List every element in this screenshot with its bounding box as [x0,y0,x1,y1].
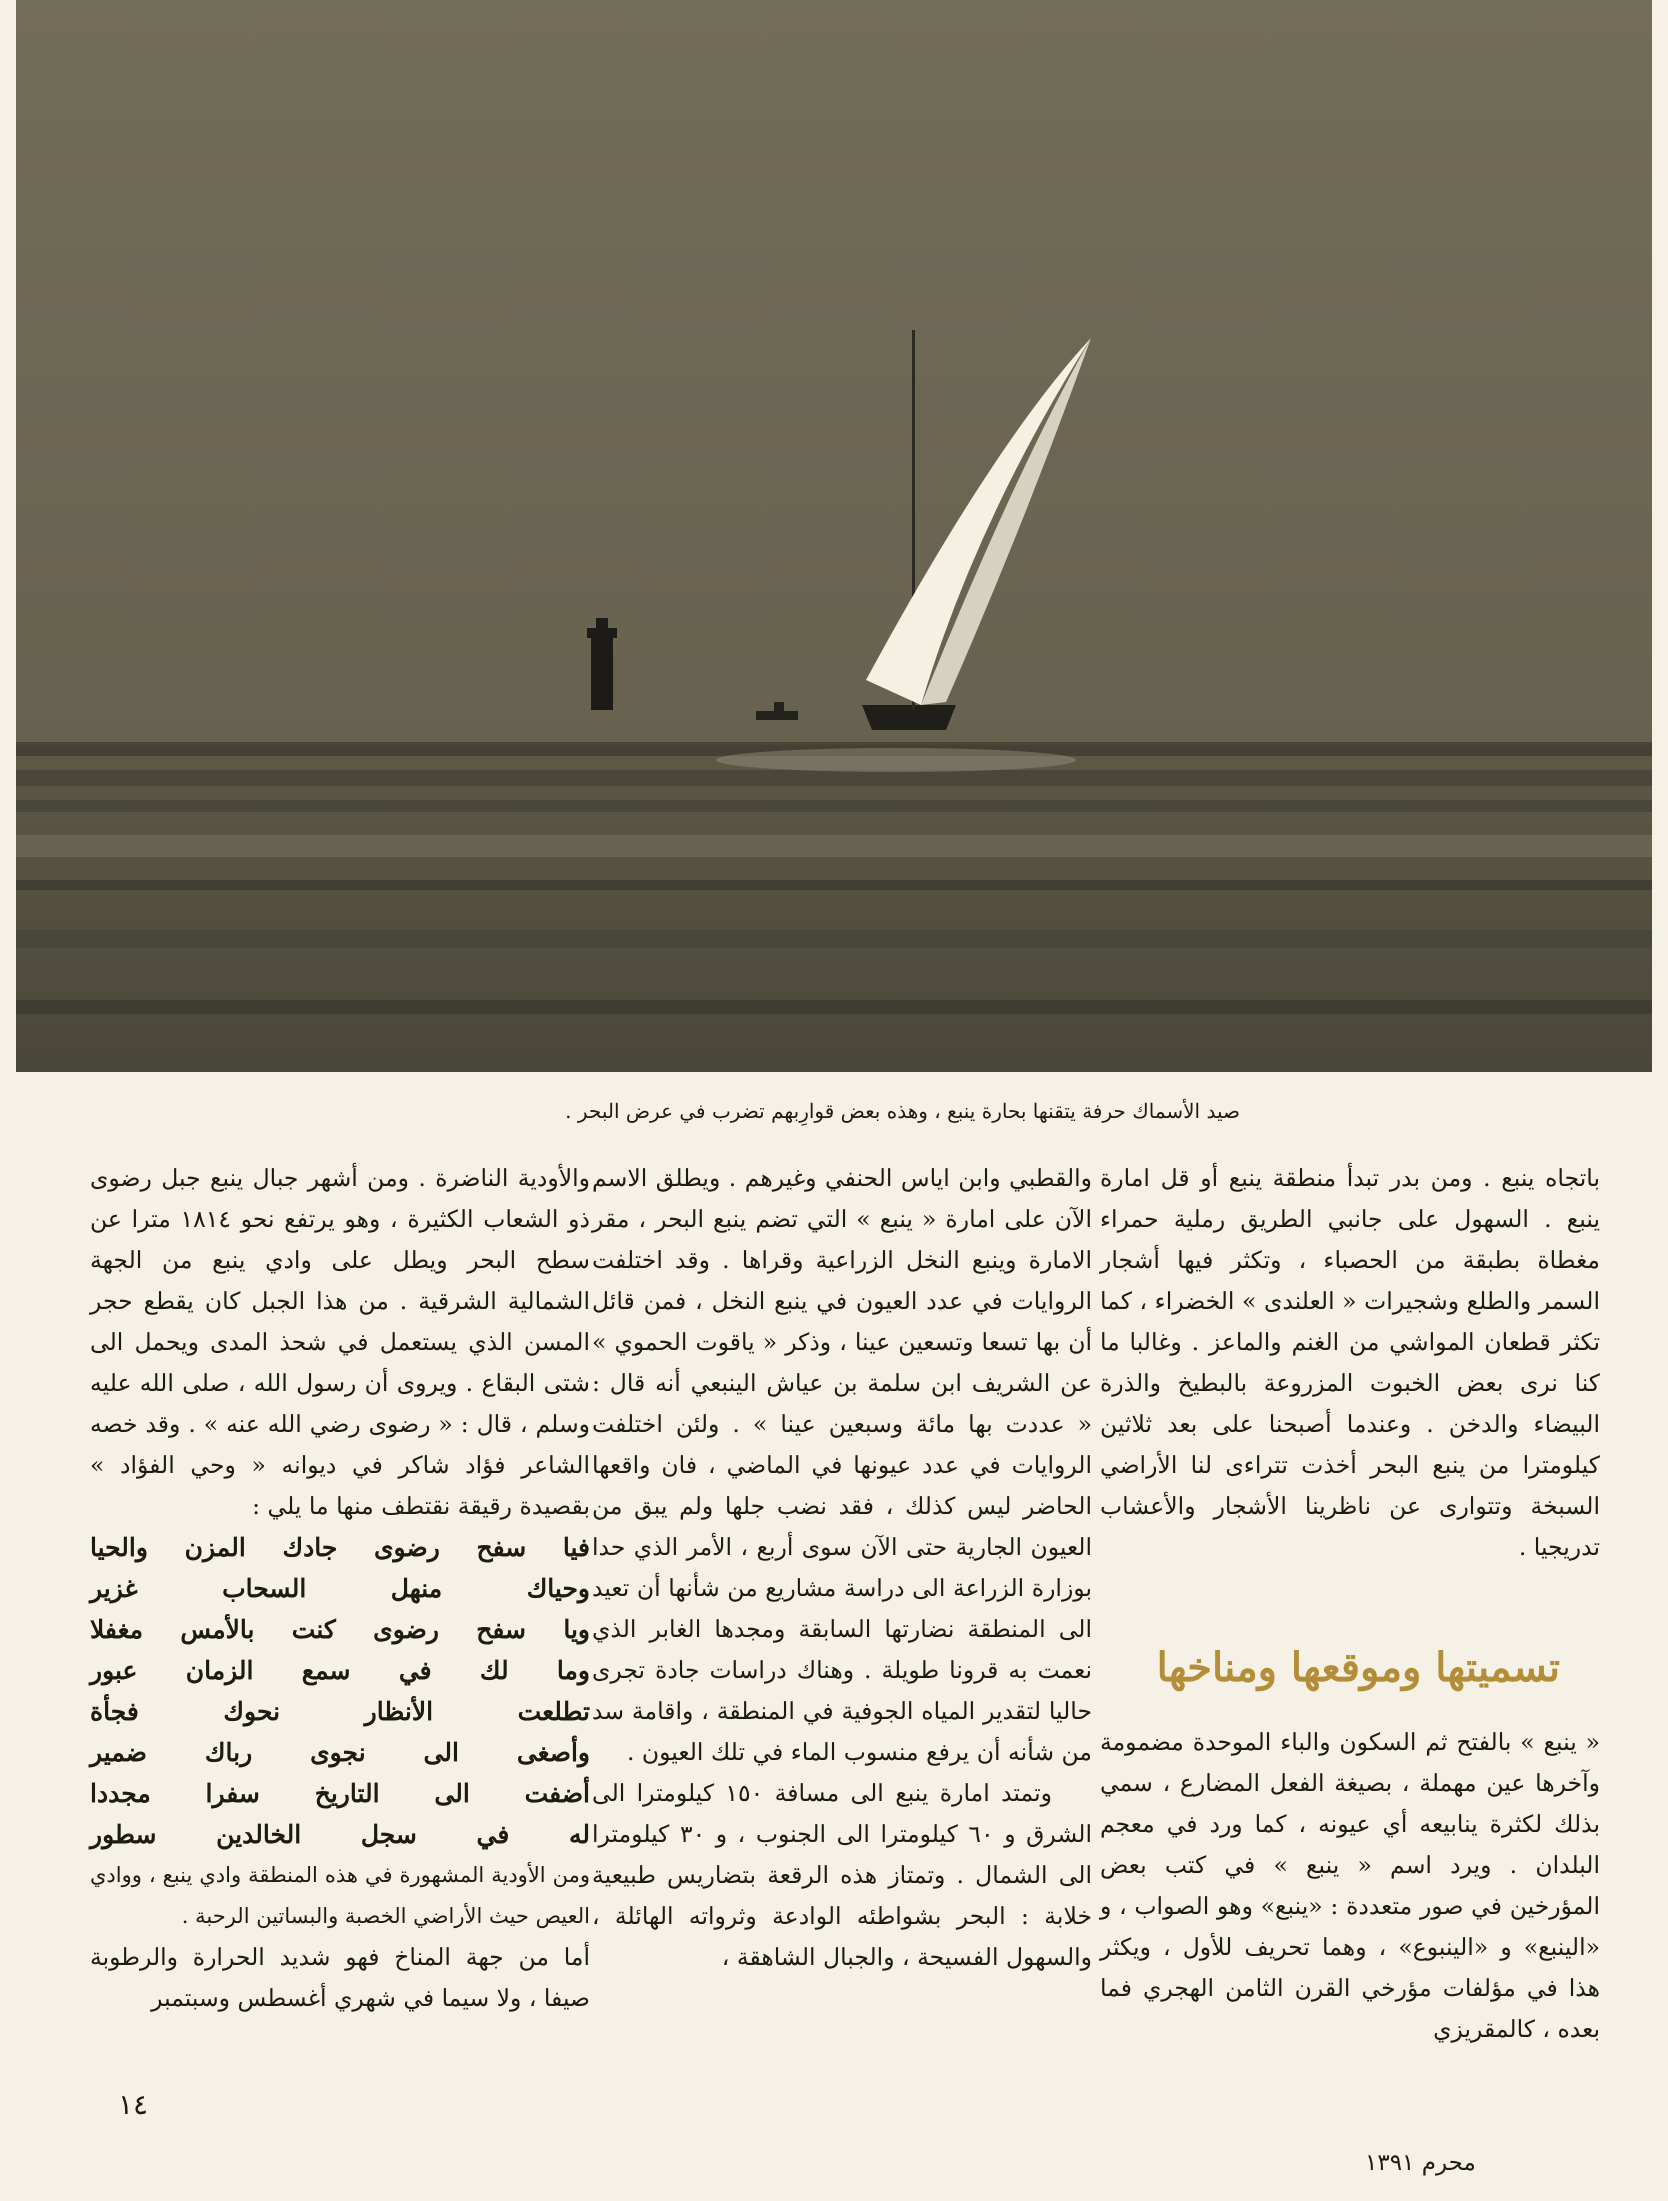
poem-verse: تطلعت الأنظار نحوك فجأة [90,1697,590,1726]
dhow-sailboat-photo [16,0,1652,1072]
article-column-right [1100,1158,1600,2050]
article-column-middle [592,1158,1092,1978]
paragraph: ومن الأودية المشهورة في هذه المنطقة وادي ينبع ، ووادي العيص حيث الأراضي الخصبة والبساتين الرحبة . [90,1863,590,1928]
photo-caption: صيد الأسماك حرفة يتقنها بحارة ينبع ، وهذه بعض قوارِبهم تضرب في عرض البحر . [565,1099,1240,1123]
poem-verse: أضفت الى التاريخ سفرا مجددا [90,1779,590,1808]
issue-date: محرم ١٣٩١ [1365,2150,1476,2176]
poem-verse: وحياك منهل السحاب غزير [90,1574,590,1603]
paragraph: « ينبع » بالفتح ثم السكون والباء الموحدة مضمومة وآخرها عين مهملة ، بصيغة الفعل المضارع ، سمي بذلك لكثرة ينابيعه أي عيونه ، كما ورد في معجم البلدان . ويرد اسم « ينبع » في كتب بعض المؤرخين في صور متعددة : «ينبع» وهو الصواب ، و «الينبع» و «الينبوع» ، وهما تحريف للأول ، ويكثر هذا في مؤلفات مؤرخي القرن الثامن الهجري فما بعده ، كالمقريزي [1100,1728,1600,2043]
article-column-left [90,1158,590,2019]
paragraph: أما من جهة المناخ فهو شديد الحرارة والرطوبة صيفا ، ولا سيما في شهري أغسطس وسبتمبر [90,1943,590,2012]
poem-verse: فيا سفح رضوى جادك المزن والحيا [90,1533,590,1562]
poem-verse: وما لك في سمع الزمان عبور [90,1656,590,1685]
paragraph: وتمتد امارة ينبع الى مسافة ١٥٠ كيلومترا الى الشرق و ٦٠ كيلومترا الى الجنوب ، و ٣٠ كيلومترا الى الشمال . وتمتاز هذه الرقعة بتضاريس طبيعية خلابة : البحر بشواطئه الوادعة وثرواته الهائلة ، والسهول الفسيحة ، والجبال الشاهقة ، [592,1779,1092,1971]
dhow-sailboat-at-sea-icon [16,0,1652,1072]
poem-verse: وأصغى الى نجوى رباك ضمير [90,1738,590,1767]
poem-verse: له في سجل الخالدين سطور [90,1820,590,1849]
paragraph: والقطبي وابن اياس الحنفي وغيرهم . ويطلق الاسم الآن على امارة « ينبع » التي تضم ينبع البحر ، مقر الامارة وينبع النخل الزراعية وقراها . وقد اختلفت الروايات في عدد العيون في ينبع النخل ، فمن قائل أن بها تسعا وتسعين عينا ، وذكر « ياقوت الحموي » عن الشريف ابن سلمة بن عياش الينبعي أنه قال : « عددت بها مائة وسبعين عينا » . ولئن اختلفت الروايات في عدد عيونها في الماضي ، فان واقعها الحاضر ليس كذلك ، فقد نضب جلها ولم يبق من العيون الجارية حتى الآن سوى أربع ، الأمر الذي حدا بوزارة الزراعة الى دراسة مشاريع من شأنها أن تعيد الى المنطقة نضارتها السابقة ومجدها الغابر الذي نعمت به قرونا طويلة . وهناك دراسات جادة تجرى حاليا لتقدير المياه الجوفية في المنطقة ، واقامة سد من شأنه أن يرفع منسوب الماء في تلك العيون . [592,1164,1092,1766]
paragraph: باتجاه ينبع . ومن بدر تبدأ منطقة ينبع أو قل امارة ينبع . السهول على جانبي الطريق رملية حمراء مغطاة بطبقة من الحصباء ، وتكثر فيها أشجار السمر والطلع وشجيرات « العلندى » الخضراء ، كما تكثر قطعان المواشي من الغنم والماعز . وغالبا ما كنا نرى بعض الخبوت المزروعة بالبطيخ والذرة البيضاء والدخن . وعندما أصبحنا على بعد ثلاثين كيلومترا من ينبع البحر أخذت تتراءى لنا الأراضي السبخة وتتوارى عن ناظرينا الأشجار والأعشاب تدريجيا . [1100,1164,1600,1561]
poem-verse: ويا سفح رضوى كنت بالأمس مغفلا [90,1615,590,1644]
paragraph: والأودية الناضرة . ومن أشهر جبال ينبع جبل رضوى ذو الشعاب الكثيرة ، وهو يرتفع نحو ١٨١٤ مترا عن سطح البحر ويطل على وادي ينبع من الجهة الشمالية الشرقية . من هذا الجبل كان يقطع حجر المسن الذي يستعمل في شحذ المدى ويحمل الى شتى البقاع . ويروى أن رسول الله ، صلى الله عليه وسلم ، قال : « رضوى رضي الله عنه » . وقد خصه الشاعر فؤاد شاكر في ديوانه « وحي الفؤاد » بقصيدة رقيقة نقتطف منها ما يلي : [90,1164,590,1520]
page-number: ١٤ [118,2088,149,2121]
section-heading: تسميتها وموقعها ومناخها [1156,1644,1560,1691]
